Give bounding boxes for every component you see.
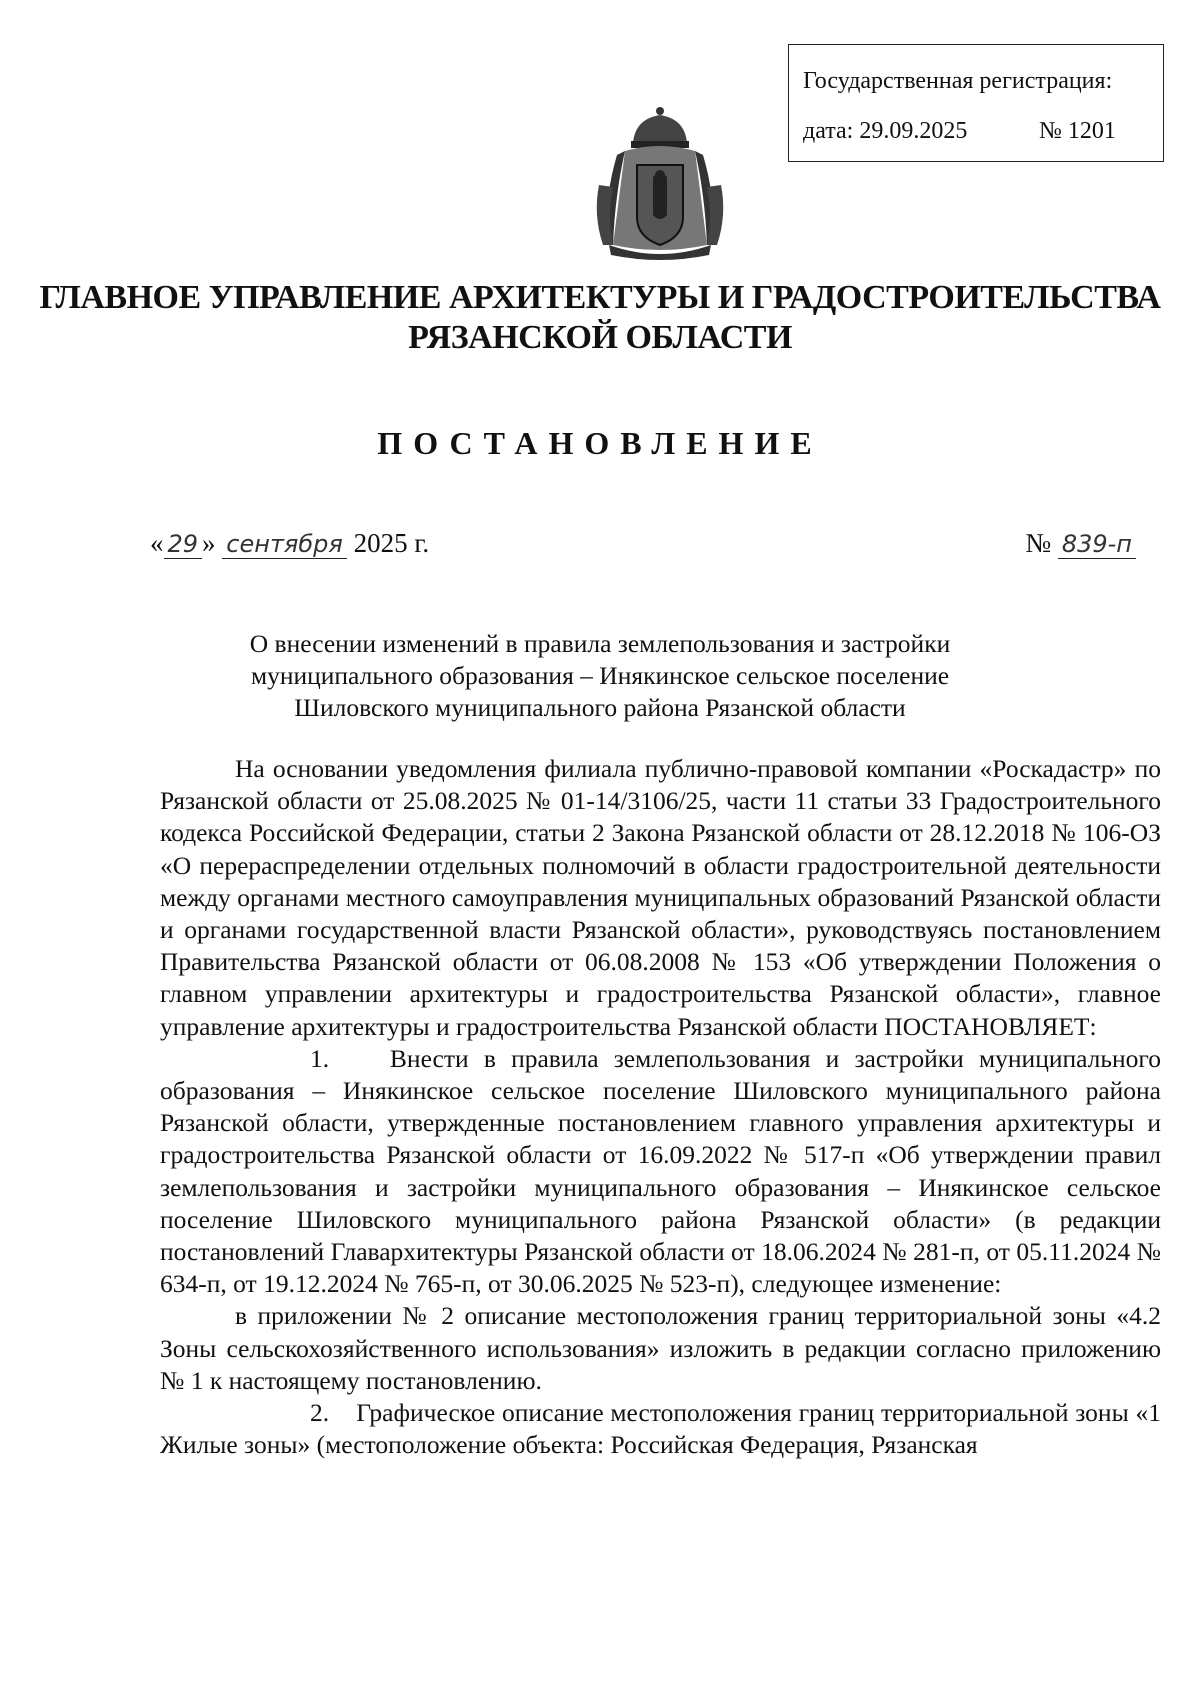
item-1-subparagraph: в приложении № 2 описание местоположения границ территориальной зоны «4.2 Зоны сельскохозяйственного использования» изложить в редакции согласно приложению № 1 к настоящему постановлению. (160, 1301, 1161, 1395)
number-handwritten: 839-п (1058, 530, 1136, 559)
date-day-handwritten: 29 (164, 530, 203, 559)
document-subject (0, 628, 1200, 724)
document-date (150, 528, 429, 559)
subject-line: Шиловского муниципального района Рязанской области (294, 693, 906, 722)
item-2-text: Графическое описание местоположения границ территориальной зоны «1 Жилые зоны» (местоположение объекта: Российская Федерация, Рязанская (160, 1398, 1161, 1460)
registration-date: дата: 29.09.2025 (803, 118, 968, 144)
date-year: 2025 г. (353, 528, 430, 558)
registration-stamp (788, 44, 1164, 162)
item-2-paragraph (160, 1397, 1161, 1461)
registration-title: Государственная регистрация: (803, 68, 1113, 94)
item-1-paragraph (160, 1043, 1161, 1301)
item-2-number: 2. (310, 1398, 330, 1428)
number-prefix: № (1025, 528, 1052, 558)
date-close-quote: » (202, 528, 216, 558)
date-month-handwritten: сентября (222, 530, 347, 559)
subject-line: О внесении изменений в правила землепользования и застройки (249, 629, 951, 658)
document-type: ПОСТАНОВЛЕНИЕ (377, 425, 823, 461)
item-1-text: Внести в правила землепользования и застройки муниципального образования – Инякинское сельское поселение Шиловского муниципального района Рязанской области, утвержденные постановлением главного управления архитектуры и градостроительства Рязанской области от 16.09.2022 № 517-п «Об утверждении правил землепользования и застройки муниципального образования – Инякинское сельское поселение Шиловского муниципального района Рязанской области» (в редакции постановлений Главархитектуры Рязанской области от 18.06.2024 № 281-п, от 05.11.2024 № 634-п, от 19.12.2024 № 765-п, от 30.06.2025 № 523-п), следующее изменение: (160, 1043, 1161, 1299)
coat-of-arms-icon (585, 105, 735, 265)
item-1-number: 1. (310, 1043, 330, 1073)
registration-number: № 1201 (1039, 118, 1116, 144)
document-body (160, 753, 1161, 1461)
subject-line: муниципального образования – Инякинское сельское поселение (250, 661, 950, 690)
organization-name-line1: ГЛАВНОЕ УПРАВЛЕНИЕ АРХИТЕКТУРЫ И ГРАДОСТРОИТЕЛЬСТВА (39, 279, 1161, 316)
organization-name-line2: РЯЗАНСКОЙ ОБЛАСТИ (408, 319, 792, 356)
document-number (1025, 528, 1136, 559)
preamble-paragraph: На основании уведомления филиала публично-правовой компании «Роскадастр» по Рязанской области от 25.08.2025 № 01-14/3106/25, части 11 статьи 33 Градостроительного кодекса Российской Федерации, статьи 2 Закона Рязанской области от 28.12.2018 № 106-ОЗ «О перераспределении отдельных полномочий в области градостроительной деятельности между органами местного самоуправления муниципальных образований Рязанской области и органами государственной власти Рязанской области», руководствуясь постановлением Правительства Рязанской области от 06.08.2008 № 153 «Об утверждении Положения о главном управлении архитектуры и градостроительства Рязанской области», главное управление архитектуры и градостроительства Рязанской области ПОСТАНОВЛЯЕТ: (160, 754, 1161, 1041)
date-open-quote: « (150, 528, 164, 558)
